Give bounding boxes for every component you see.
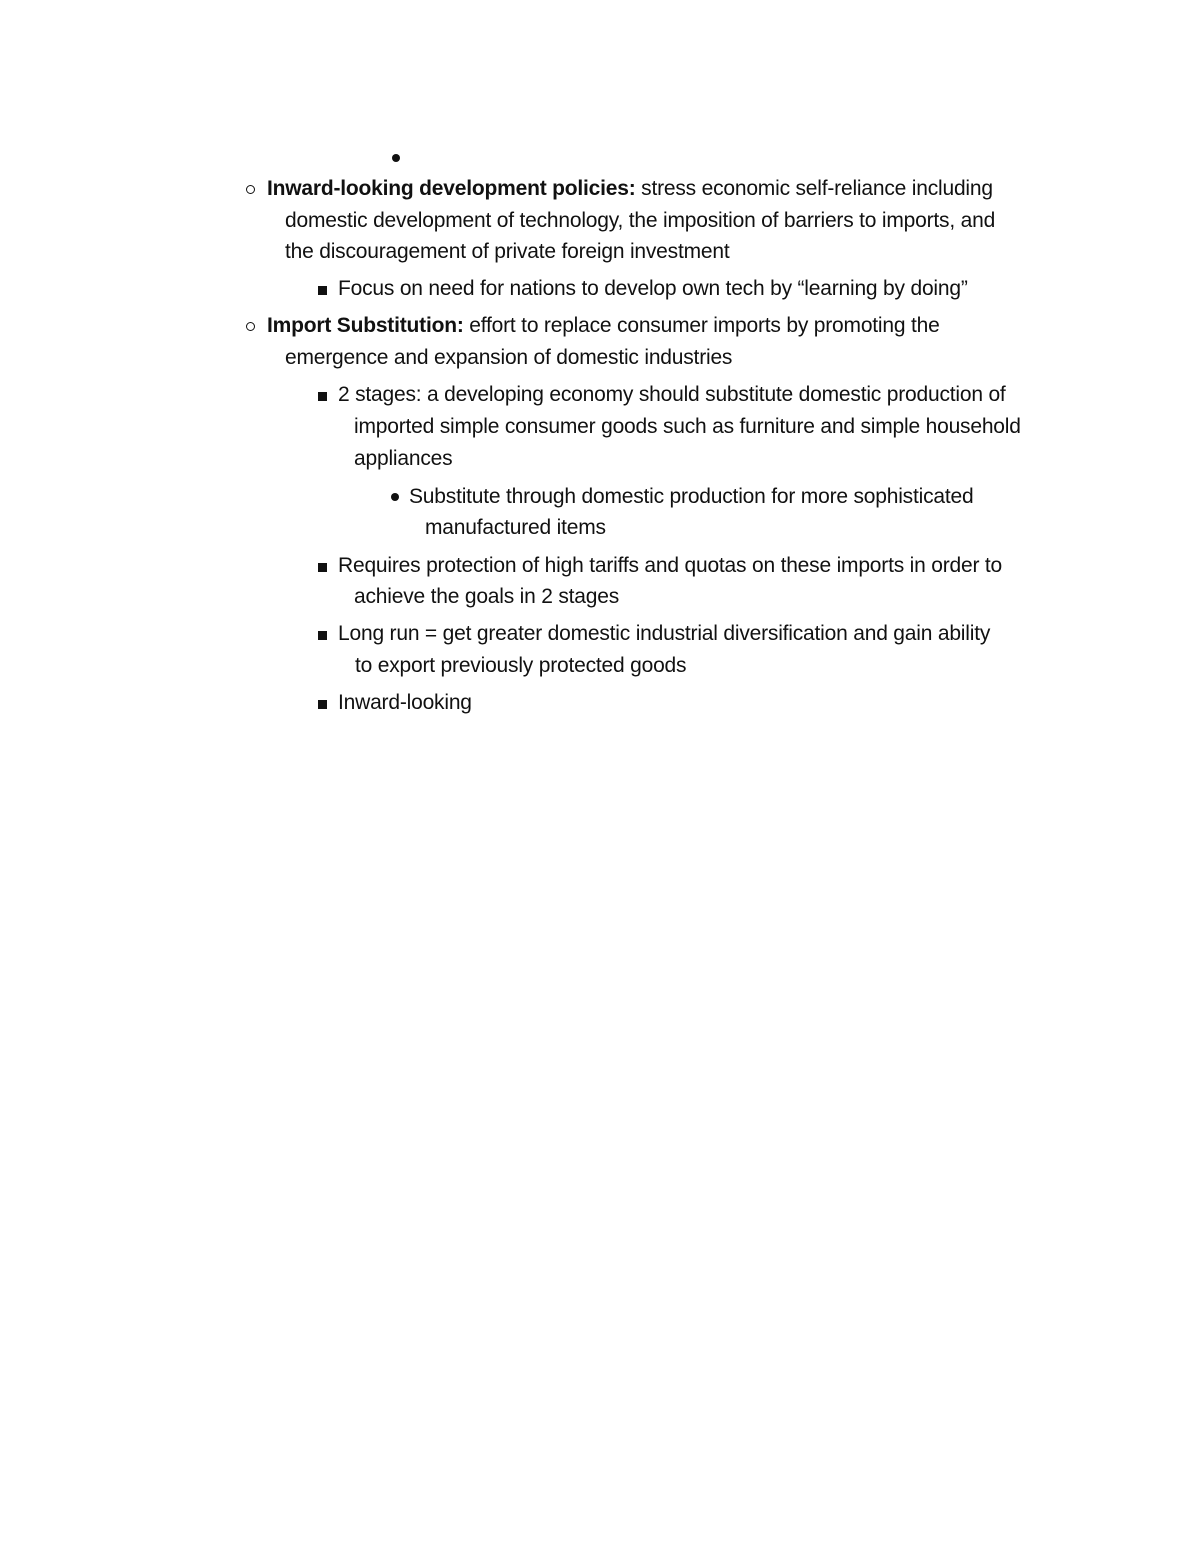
outline-text: Long run = get greater domestic industrial diversification and gain ability bbox=[338, 622, 991, 645]
outline-text: appliances bbox=[354, 447, 453, 470]
term-inward-looking: Inward-looking development policies: bbox=[267, 177, 636, 200]
outline-text: imported simple consumer goods such as furniture and simple household bbox=[354, 415, 1021, 438]
outline-text: achieve the goals in 2 stages bbox=[354, 585, 620, 608]
outline-text: domestic development of technology, the imposition of barriers to imports, and bbox=[285, 209, 996, 232]
square-bullet-icon bbox=[318, 286, 327, 295]
outline-text: stress economic self-reliance including bbox=[635, 177, 993, 200]
outline-text: Inward-looking bbox=[338, 691, 472, 714]
square-bullet-icon bbox=[318, 392, 327, 401]
outline-item-import-substitution bbox=[267, 310, 940, 342]
filled-circle-bullet-icon bbox=[391, 493, 399, 501]
outline-text: Requires protection of high tariffs and quotas on these imports in order to bbox=[338, 554, 1003, 577]
outline-text: the discouragement of private foreign investment bbox=[285, 240, 730, 263]
outline-text: to export previously protected goods bbox=[355, 654, 687, 677]
filled-circle-bullet-icon bbox=[392, 154, 400, 162]
square-bullet-icon bbox=[318, 700, 327, 709]
hollow-circle-bullet-icon bbox=[246, 185, 255, 194]
outline-text: 2 stages: a developing economy should substitute domestic production of bbox=[338, 383, 1006, 406]
square-bullet-icon bbox=[318, 631, 327, 640]
outline-text: Focus on need for nations to develop own tech by “learning by doing” bbox=[338, 277, 968, 300]
hollow-circle-bullet-icon bbox=[246, 322, 255, 331]
outline-item-inward-looking bbox=[267, 173, 993, 205]
outline-text: emergence and expansion of domestic industries bbox=[285, 346, 733, 369]
outline-text: manufactured items bbox=[425, 516, 606, 539]
term-import-substitution: Import Substitution: bbox=[267, 314, 464, 337]
outline-text: effort to replace consumer imports by promoting the bbox=[463, 314, 940, 337]
square-bullet-icon bbox=[318, 563, 327, 572]
outline-text: Substitute through domestic production for more sophisticated bbox=[409, 485, 974, 508]
